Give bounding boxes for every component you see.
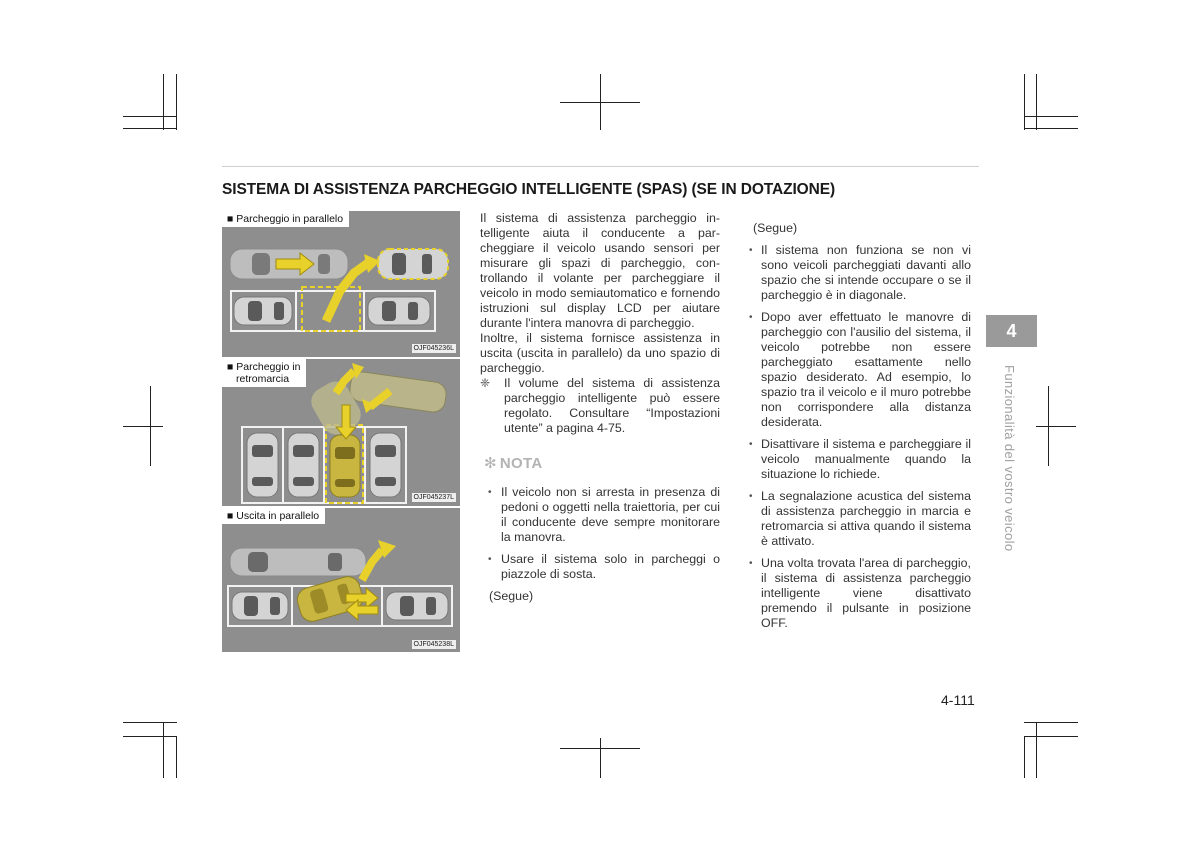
- list-item-text: La segnalazione acustica del sistema di assistenza parcheggio in marcia e retromarcia si attiva quando il sistema è attivato.: [761, 489, 971, 548]
- crop-mark: [150, 386, 151, 466]
- figure-code: OJF045238L: [413, 641, 454, 648]
- chapter-tab: 4: [986, 315, 1037, 347]
- figure-label: ■ Uscita in parallelo: [222, 508, 325, 524]
- chapter-title: Funzionalità del vostro veicolo: [1002, 365, 1017, 552]
- crop-mark: [1036, 426, 1076, 427]
- crop-mark: [1024, 736, 1078, 737]
- list-item-text: Il sistema non funziona se non vi sono veicoli parcheggiati davanti allo spazio che si intende occupare o se il parcheggio è in diagonale.: [761, 243, 971, 302]
- section-title: SISTEMA DI ASSISTENZA PARCHEGGIO INTELLIGENTE (SPAS) (SE IN DOTAZIONE): [222, 181, 836, 198]
- list-item-text: Una volta trovata l'area di parcheggio, il sistema di assistenza parcheggio intelligente viene disattivato premendo il pulsante in posizione OFF.: [761, 556, 971, 630]
- figure-label: ■ Parcheggio in parallelo: [222, 211, 349, 227]
- list-item: [749, 310, 971, 430]
- note-symbol-icon: ❈: [480, 376, 491, 390]
- crop-mark: [163, 74, 164, 130]
- crop-mark: [600, 738, 601, 778]
- crop-mark: [1036, 722, 1037, 778]
- crop-mark: [123, 426, 163, 427]
- continued-label: (Segue): [489, 589, 534, 603]
- crop-mark: [176, 736, 177, 778]
- list-item-text: Il veicolo non si arresta in presenza di pedoni o oggetti nella traiettoria, per cui il conducente deve sempre monitorare la manovra.: [501, 485, 720, 544]
- figure-code: OJF045236L: [413, 345, 454, 352]
- figure-reverse-parking: [222, 359, 460, 506]
- bullet-icon: •: [749, 558, 753, 569]
- figure-label-line2: retromarcia: [236, 373, 290, 385]
- crop-mark: [1024, 722, 1078, 723]
- crop-mark: [1048, 386, 1049, 466]
- parallel-parking-illustration: [222, 211, 460, 357]
- nota-heading: [484, 456, 720, 471]
- crop-mark: [176, 74, 177, 130]
- header-rule: [222, 166, 979, 167]
- crop-mark: [1024, 74, 1025, 130]
- note-item: [480, 376, 720, 436]
- bullet-icon: •: [488, 554, 492, 565]
- bullet-icon: •: [749, 491, 753, 502]
- bullet-icon: •: [488, 487, 492, 498]
- bullet-icon: •: [749, 312, 753, 323]
- paragraph: Inoltre, il sistema fornisce assistenza in uscita (uscita in parallelo) da uno spazio di parcheggio.: [480, 331, 720, 375]
- asterisk-icon: ✻: [484, 455, 497, 472]
- figure-label-line1: ■ Parcheggio in: [227, 361, 301, 373]
- list-item: [749, 489, 971, 549]
- list-item-text: Disattivare il sistema e parcheggiare il veicolo manualmente quando la situazione lo richiede.: [761, 437, 971, 481]
- note-text: Il volume del sistema di assistenza parcheggio intelligente può essere regolato. Consultare “Impostazioni utente” a pagina 4-75.: [504, 376, 720, 435]
- paragraph: Il sistema di assistenza parcheggio intelligente aiuta il conducente a parcheggiare il veicolo usando sensori per misurare gli spazi di parcheggio, controllando il volante per parcheggiare il veicolo in modo semiautomatico e fornendo istruzioni sul display LCD per aiutare durante l'intera manovra di parcheggio.: [480, 211, 720, 330]
- crop-mark: [1036, 74, 1037, 130]
- text-column-1: [480, 211, 720, 604]
- crop-mark: [123, 736, 177, 737]
- crop-mark: [1024, 116, 1078, 117]
- figure-code: OJF045237L: [413, 494, 454, 501]
- crop-mark: [1024, 736, 1025, 778]
- continued-label: (Segue): [753, 221, 798, 235]
- nota-label: NOTA: [499, 455, 543, 472]
- crop-mark: [123, 722, 177, 723]
- list-item-text: Usare il sistema solo in parcheggi o piazzole di sosta.: [501, 552, 720, 581]
- page-number: 4-111: [941, 692, 975, 708]
- bullet-icon: •: [749, 245, 753, 256]
- bullet-icon: •: [749, 439, 753, 450]
- crop-mark: [600, 74, 601, 130]
- figure-parallel-exit: [222, 508, 460, 652]
- crop-mark: [1024, 128, 1078, 129]
- list-item-text: Dopo aver effettuato le manovre di parcheggio con l'ausilio del sistema, il veicolo potrebbe non essere parcheggiato esattamente nello spazio desiderato. Ad esempio, lo spazio tra il veicolo e il muro potrebbe non corrispondere alla distanza desiderata.: [761, 310, 971, 429]
- text-column-2: [749, 221, 971, 638]
- list-item: [488, 485, 720, 545]
- list-item: [749, 243, 971, 303]
- crop-mark: [123, 128, 177, 129]
- figure-parallel-parking: [222, 211, 460, 357]
- list-item: [488, 552, 720, 582]
- list-item: [749, 556, 971, 631]
- list-item: [749, 437, 971, 482]
- figure-label: [222, 359, 306, 387]
- crop-mark: [163, 722, 164, 778]
- parallel-exit-illustration: [222, 508, 460, 652]
- crop-mark: [123, 116, 177, 117]
